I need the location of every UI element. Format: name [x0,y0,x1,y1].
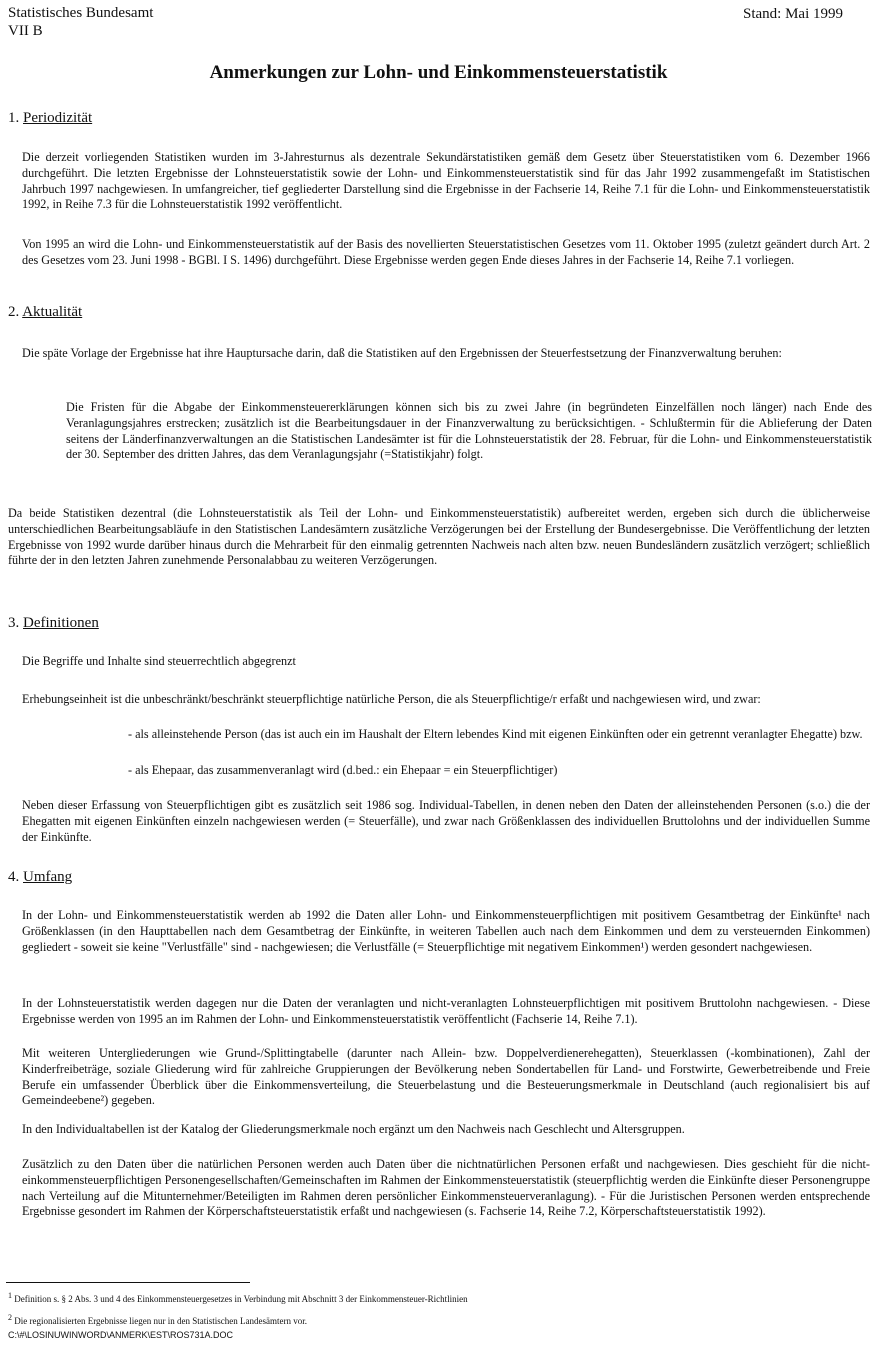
section-4-paragraph-5: Zusätzlich zu den Daten über die natürlichen Personen werden auch Daten über die nichtnatürlichen Personen erfaßt und nachgewiesen. Dies geschieht für die nicht-einkommensteuerpflichtigen Personengesellschaften/Gemeinschaften im Rahmen der Einkommensteuerstatistik (steuerpflichtig werden die Einkünfte dieser Personengruppe nach Verteilung auf die Mitunternehmer/Beteiligten im Rahmen deren persönlicher Einkommensteuerveranlagung). - Für die Juristischen Personen werden entsprechende Ergebnisse gesondert im Rahmen der Körperschaftsteuerstatistik erfaßt und nachgewiesen (s. Fachserie 14, Reihe 7.2, Körperschaftsteuerstatistik 1992). [22,1157,870,1219]
footnote-text: Definition s. § 2 Abs. 3 und 4 des Einkommensteuergesetzes in Verbindung mit Abschnitt 3 der Einkommensteuer-Richtlinien [14,1294,468,1304]
footnote-divider [6,1282,250,1283]
section-3-bullet-1: - als alleinstehende Person (das ist auch ein im Haushalt der Eltern lebendes Kind mit eigenen Einkünften oder ein getrennt veranlagter Ehegatte) bzw. [128,727,863,741]
section-3-paragraph: Die Begriffe und Inhalte sind steuerrechtlich abgegrenzt [22,654,296,668]
section-1-heading [8,110,92,127]
header-status: Stand: Mai 1999 [743,6,843,22]
section-title: Aktualität [22,304,83,320]
section-4-paragraph-2: In der Lohnsteuerstatistik werden dagegen nur die Daten der veranlagten und nicht-veranlagten Lohnsteuerpflichtigen mit positivem Bruttolohn nachgewiesen. - Diese Ergebnisse werden von 1995 an im Rahmen der Lohn- und Einkommensteuerstatistik veröffentlicht (Fachserie 14, Reihe 7.1). [22,996,870,1026]
section-3-bullet-2: - als Ehepaar, das zusammenveranlagt wird (d.bed.: ein Ehepaar = ein Steuerpflichtiger) [128,763,558,777]
section-2-heading [8,304,82,321]
section-1-paragraph: Die derzeit vorliegenden Statistiken wurden im 3-Jahresturnus als dezentrale Sekundärstatistiken gemäß dem Gesetz über Steuerstatistiken vom 6. Dezember 1966 durchgeführt. Die letzten Ergebnisse der Lohnsteuerstatistik sowie der Lohn- und Einkommensteuerstatistik sind für das Jahr 1992 zusammengefaßt im Statistischen Jahrbuch 1997 nachgewiesen. In umfangreicher, tief gegliederter Darstellung sind die Ergebnisse in der Fachserie 14, Reihe 7.1 für die Lohn- und Einkommensteuerstatistik 1992, in Reihe 7.3 für die Lohnsteuerstatistik 1992 veröffentlicht. [22,150,870,212]
section-4-heading [8,869,72,886]
footnote-text: Die regionalisierten Ergebnisse liegen nur in den Statistischen Landesämtern vor. [14,1316,308,1326]
section-4-paragraph: In der Lohn- und Einkommensteuerstatistik werden ab 1992 die Daten aller Lohn- und Einkommensteuerpflichtigen mit positivem Gesamtbetrag der Einkünfte¹ nach Größenklassen (in den Haupttabellen nach dem Gesamtbetrag der Einkünfte, in weiteren Tabellen auch nach dem Einkommen und dem zu versteuernden Einkommen) gegliedert - soweit sie keine "Verlustfälle" sind - nachgewiesen; die Verlustfälle (= Steuerpflichtige mit negativem Einkommen¹) werden gesondert nachgewiesen. [22,908,870,954]
section-title: Umfang [23,869,73,885]
section-number: 2. [8,304,20,320]
section-3-heading [8,615,99,632]
footnote-mark: 2 [8,1313,12,1322]
page-title: Anmerkungen zur Lohn- und Einkommensteuerstatistik [209,62,668,83]
section-2-paragraph: Die späte Vorlage der Ergebnisse hat ihre Hauptursache darin, daß die Statistiken auf den Ergebnissen der Steuerfestsetzung der Finanzverwaltung beruhen: [22,346,782,360]
section-2-paragraph-2: Da beide Statistiken dezentral (die Lohnsteuerstatistik als Teil der Lohn- und Einkommensteuerstatistik) aufbereitet werden, ergeben sich durch die üblicherweise unterschiedlichen Bearbeitungsabläufe in den Statistischen Landesämtern zusätzliche Verzögerungen bei der Erstellung der Bundesergebnisse. Die Veröffentlichung der letzten Ergebnisse von 1992 wurde darüber hinaus durch die Mehrarbeit für den einmalig getrennten Nachweis nach alten bzw. neuen Bundesländern zusätzlich verzögert; schließlich führte der in den letzten Jahren zunehmende Personalabbau zu weiteren Verzögerungen. [8,506,870,568]
header-unit: VII B [8,23,43,39]
footnote-1 [8,1290,468,1305]
section-number: 3. [8,615,20,631]
footnote-mark: 1 [8,1291,12,1300]
header-org-block [8,4,153,40]
section-4-paragraph-3: Mit weiteren Untergliederungen wie Grund-/Splittingtabelle (darunter nach Allein- bzw. Doppelverdienerehegatten), Steuerklassen (-kombinationen), Zahl der Kinderfreibeträge, soziale Gliederung wird für zahlreiche Gruppierungen der Bevölkerung neben Sondertabellen für Land- und Forstwirte, Gewerbetreibende und Freie Berufe ein umfassender Überblick über die Einkommensverteilung, die Steuerbelastung und die Besteuerungsmerkmale in Deutschland (auch regionalisiert bis auf Gemeindeebene²) gegeben. [22,1046,870,1108]
section-number: 1. [8,110,20,126]
header-org: Statistisches Bundesamt [8,5,154,21]
section-3-paragraph-2: Erhebungseinheit ist die unbeschränkt/beschränkt steuerpflichtige natürliche Person, die als Steuerpflichtige/r erfaßt und nachgewiesen wird, und zwar: [22,692,761,706]
footnote-2 [8,1312,307,1327]
section-title: Definitionen [23,615,99,631]
section-1-paragraph-2: Von 1995 an wird die Lohn- und Einkommensteuerstatistik auf der Basis des novellierten Steuerstatistischen Gesetzes vom 11. Oktober 1995 (zuletzt geändert durch Art. 2 des Gesetzes vom 23. Juni 1998 - BGBl. I S. 1496) durchgeführt. Diese Ergebnisse werden gegen Ende dieses Jahres in der Fachserie 14, Reihe 7.1 vorliegen. [22,237,870,267]
section-4-paragraph-4: In den Individualtabellen ist der Katalog der Gliederungsmerkmale noch ergänzt um den Nachweis nach Geschlecht und Altersgruppen. [22,1122,685,1136]
section-title: Periodizität [23,110,93,126]
section-3-paragraph-3: Neben dieser Erfassung von Steuerpflichtigen gibt es zusätzlich seit 1986 sog. Individual-Tabellen, in denen neben den Daten der alleinstehenden Personen (s.o.) die der Ehegatten mit eigenen Einkünften einzeln nachgewiesen werden (= Steuerfälle), und zwar nach Größenklassen des individuellen Bruttolohns und der individuellen Summe der Einkünfte. [22,798,870,844]
section-2-indented-paragraph: Die Fristen für die Abgabe der Einkommensteuererklärungen können sich bis zu zwei Jahre (in begründeten Einzelfällen noch länger) nach Ende des Veranlagungsjahres erstrecken; zusätzlich ist die Bearbeitungsdauer in der Finanzverwaltung zu berücksichtigen. - Schlußtermin für die Ablieferung der Daten seitens der Länderfinanzverwaltungen an die Statistischen Landesämter ist für die Lohnsteuerstatistik der 28. Februar, für die Lohn- und Einkommensteuerstatistik der 30. September des dritten Jahres, das dem Veranlagungsjahr (=Statistikjahr) folgt. [66,400,872,462]
file-path: C:\#\LOSINUWINWORD\ANMERK\EST\ROS731A.DOC [8,1330,234,1340]
section-number: 4. [8,869,20,885]
